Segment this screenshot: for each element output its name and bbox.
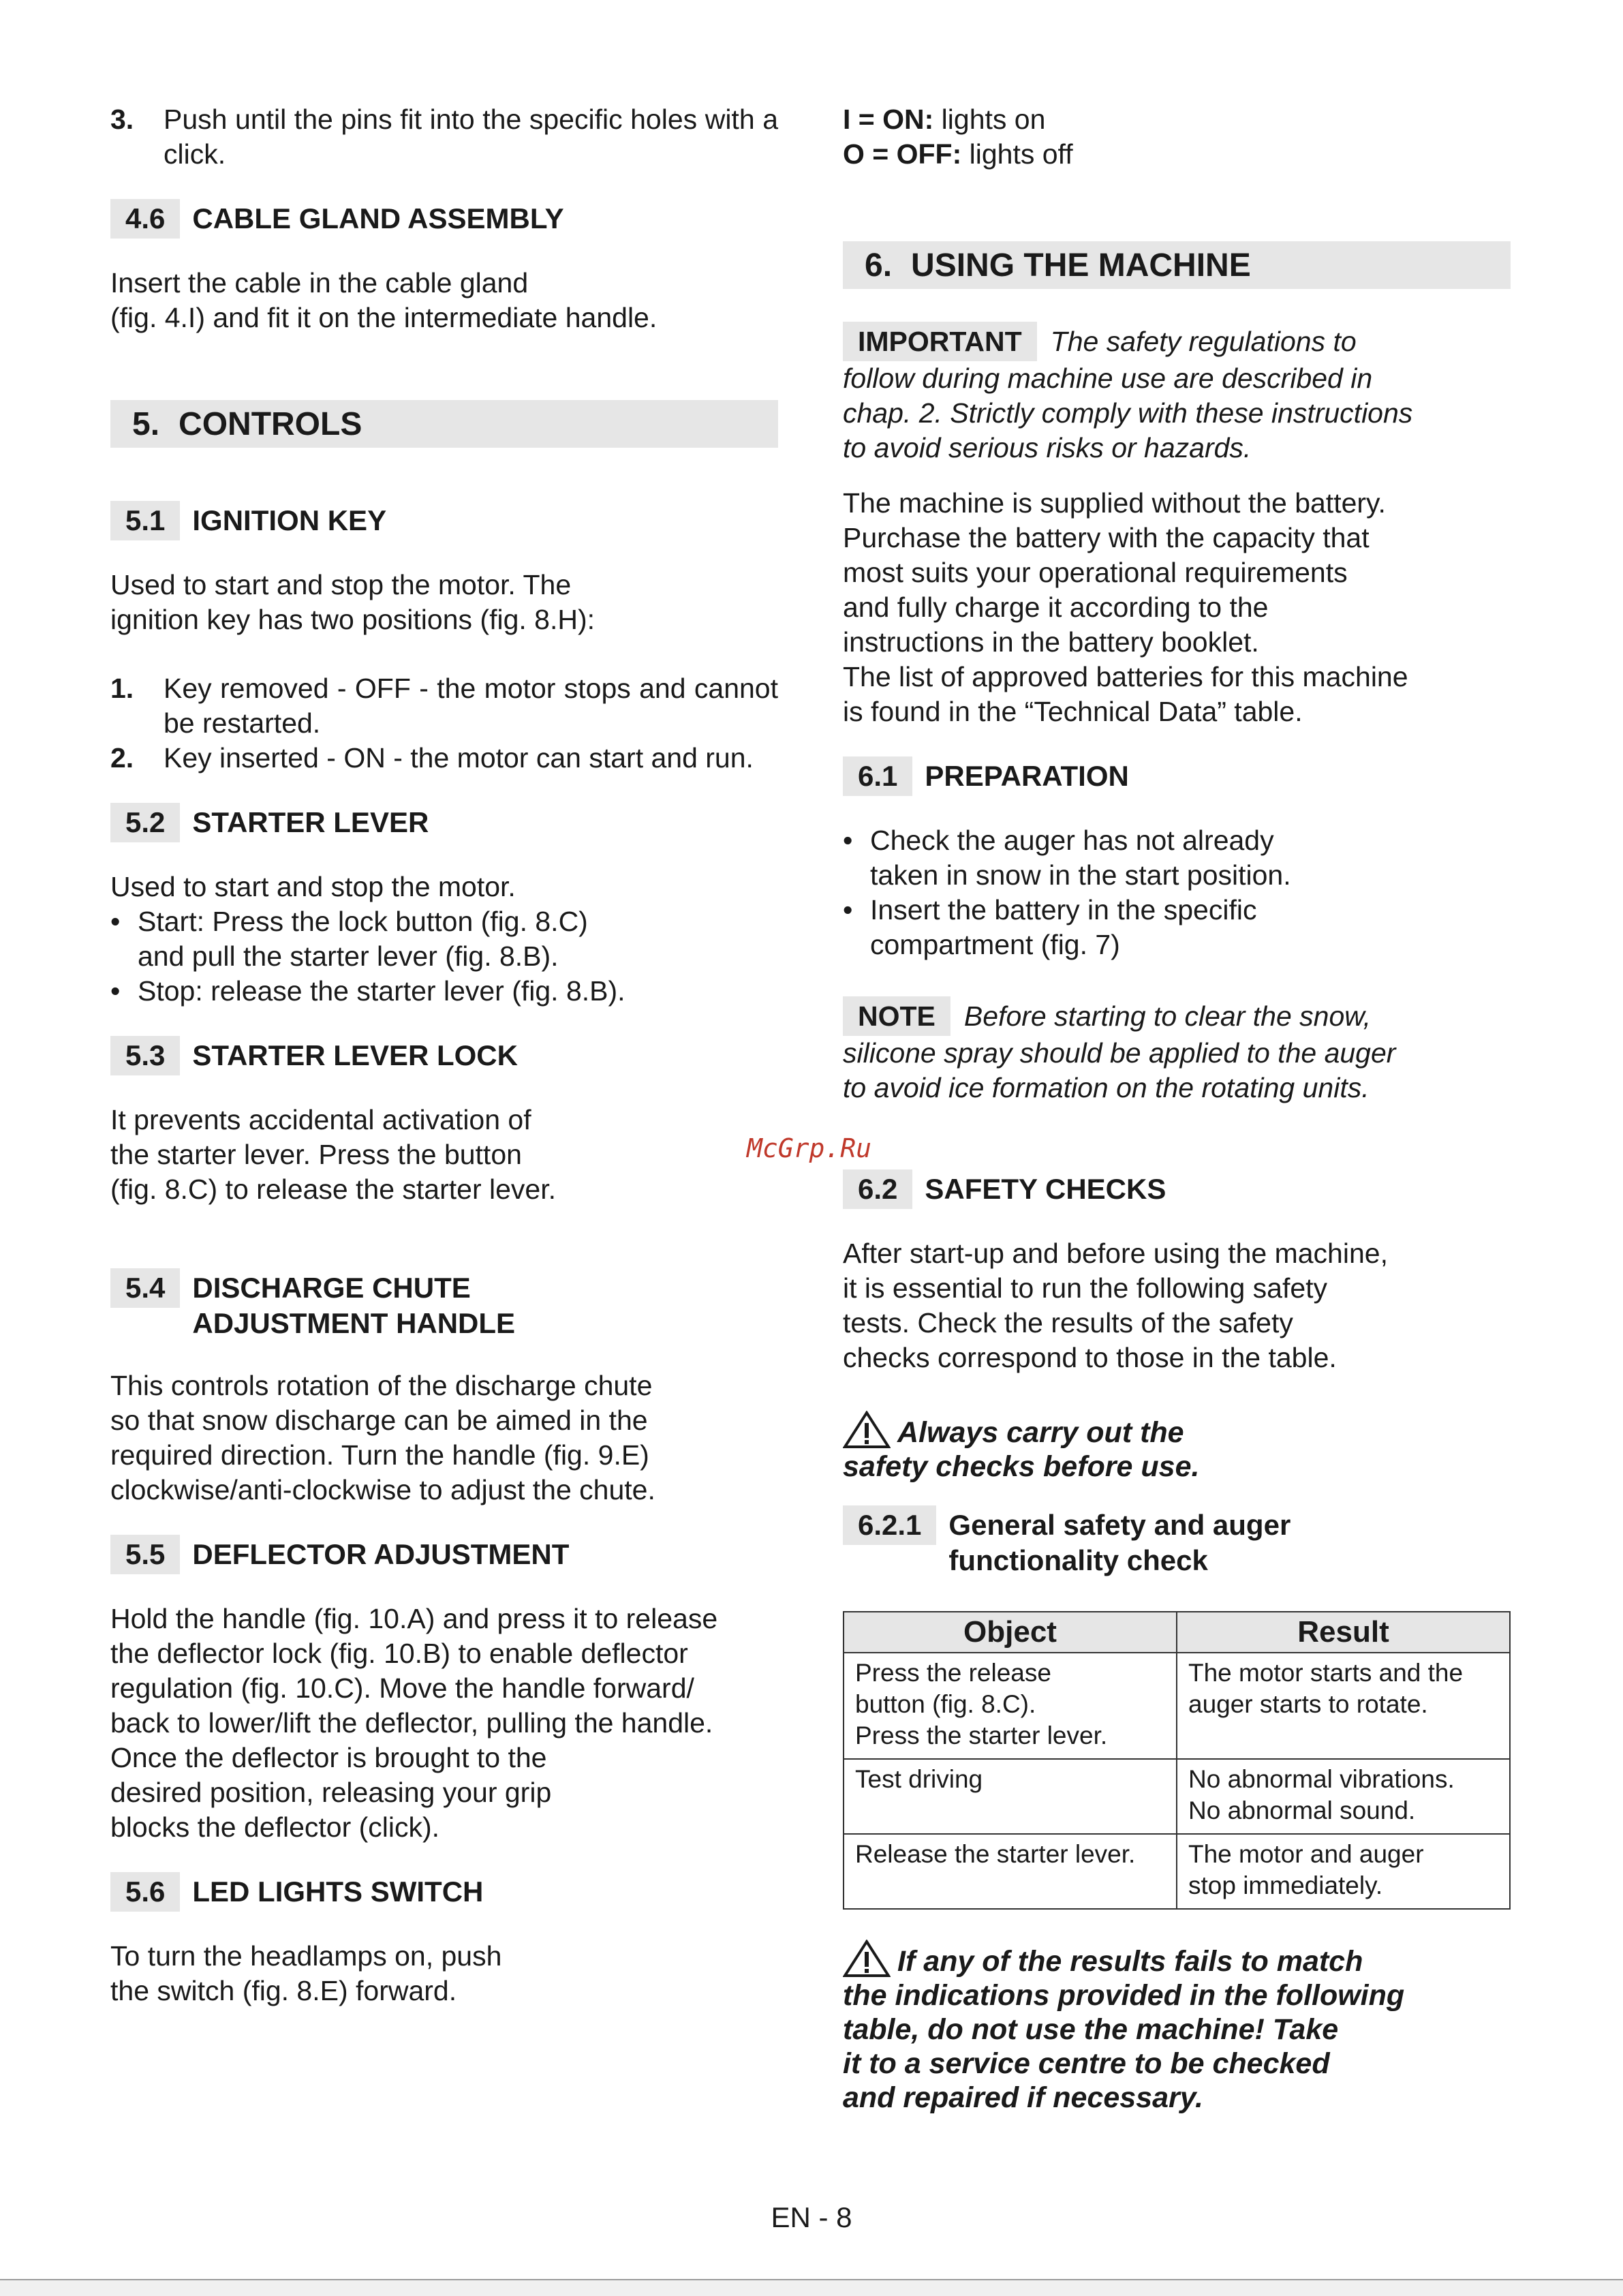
body-line: Purchase the battery with the capacity that [843, 522, 1370, 553]
list-text: Key removed - OFF - the motor stops and cannot be restarted. [164, 673, 778, 739]
cell-line: Release the starter lever. [855, 1840, 1136, 1868]
cell-line: The motor and auger [1188, 1840, 1424, 1868]
table-row [844, 1653, 1510, 1759]
bullet-icon: • [843, 894, 853, 925]
note-notice [843, 996, 1511, 1105]
section-title-line: ADJUSTMENT HANDLE [192, 1307, 516, 1339]
warning-line: and repaired if necessary. [843, 2081, 1203, 2114]
body-line: It prevents accidental activation of [110, 1104, 531, 1135]
section-title: LED LIGHTS SWITCH [192, 1876, 484, 1908]
chapter-number: 6. [865, 247, 893, 284]
section-number: 5.1 [110, 501, 180, 540]
section-5-6-heading [110, 1872, 778, 1912]
body-line: (fig. 8.C) to release the starter lever. [110, 1174, 556, 1205]
warning-line: the indications provided in the following [843, 1979, 1405, 2012]
body-line: and fully charge it according to the [843, 592, 1269, 623]
body-line: Used to start and stop the motor. [110, 871, 516, 902]
body-line: ignition key has two positions (fig. 8.H): [110, 604, 595, 635]
section-4-6-heading [110, 199, 778, 239]
chapter-title: USING THE MACHINE [911, 247, 1251, 284]
section-title: STARTER LEVER [192, 806, 429, 838]
warning-line: If any of the results fails to match [897, 1945, 1363, 1978]
table-header-row [844, 1612, 1510, 1653]
section-title: STARTER LEVER LOCK [192, 1039, 518, 1071]
section-title [192, 1268, 515, 1341]
cell-line: auger starts to rotate. [1188, 1690, 1428, 1718]
chapter-5-heading [110, 400, 778, 448]
body-line: the switch (fig. 8.E) forward. [110, 1975, 457, 2006]
body-line: the deflector lock (fig. 10.B) to enable deflector [110, 1638, 688, 1669]
cell-line: button (fig. 8.C). [855, 1690, 1036, 1718]
bullet-icon: • [110, 975, 121, 1007]
result-cell [1177, 1653, 1510, 1759]
cell-line: Press the starter lever. [855, 1721, 1108, 1749]
bullet-item [843, 823, 1511, 893]
list-text: Key inserted - ON - the motor can start and run. [164, 742, 754, 774]
bullet-icon: • [110, 906, 121, 937]
list-item [110, 741, 778, 776]
important-line: chap. 2. Strictly comply with these instructions [843, 397, 1413, 429]
bullet-icon: • [843, 825, 853, 856]
bullet-text: Insert the battery in the specific compartment (fig. 7) [870, 894, 1257, 960]
note-label: NOTE [843, 996, 950, 1036]
watermark-text: McGrp.Ru [747, 1133, 872, 1163]
object-cell [844, 1759, 1177, 1834]
cell-line: No abnormal vibrations. [1188, 1765, 1455, 1793]
section-number: 6.2 [843, 1169, 912, 1209]
bullet-text: Check the auger has not already taken in snow in the start position. [870, 825, 1291, 891]
section-6-1-heading [843, 756, 1511, 796]
body-line: checks correspond to those in the table. [843, 1342, 1337, 1373]
bullet-item [110, 974, 778, 1009]
cell-line: Press the release [855, 1659, 1051, 1687]
important-line: follow during machine use are described in [843, 363, 1373, 394]
important-notice [843, 322, 1511, 465]
column-header-object: Object [844, 1612, 1177, 1653]
body-line: Once the deflector is brought to the [110, 1742, 547, 1773]
switch-on-text: lights on [933, 104, 1046, 135]
body-line: it is essential to run the following safety [843, 1272, 1328, 1304]
cell-line: The motor starts and the [1188, 1659, 1464, 1687]
right-column [843, 102, 1511, 2115]
section-number: 5.6 [110, 1872, 180, 1912]
body-line: Hold the handle (fig. 10.A) and press it to release [110, 1603, 718, 1634]
body-line: Insert the cable in the cable gland [110, 267, 529, 299]
page-number: EN - 8 [771, 2201, 852, 2233]
object-cell [844, 1653, 1177, 1759]
body-line: back to lower/lift the deflector, pulling the handle. [110, 1707, 713, 1739]
section-number: 5.4 [110, 1268, 180, 1308]
safety-check-table [843, 1611, 1511, 1910]
section-5-5-heading [110, 1535, 778, 1574]
body-line: desired position, releasing your grip [110, 1777, 552, 1808]
body-line: required direction. Turn the handle (fig. 9.E) [110, 1439, 649, 1471]
body-line: the starter lever. Press the button [110, 1139, 522, 1170]
warning-line: safety checks before use. [843, 1450, 1200, 1483]
body-line: is found in the “Technical Data” table. [843, 696, 1303, 727]
chapter-title: CONTROLS [179, 405, 362, 442]
warning-line: Always carry out the [897, 1416, 1184, 1449]
section-number: 5.5 [110, 1535, 180, 1574]
safety-warning-2 [843, 1940, 1511, 2115]
chapter-6-heading [843, 241, 1511, 289]
body-line: blocks the deflector (click). [110, 1811, 440, 1843]
body-line: regulation (fig. 10.C). Move the handle forward/ [110, 1672, 694, 1704]
note-line: to avoid ice formation on the rotating units. [843, 1072, 1370, 1103]
list-number: 1. [110, 673, 134, 704]
warning-icon [843, 1940, 891, 1978]
section-number: 5.3 [110, 1036, 180, 1075]
page-bottom-edge [0, 2279, 1623, 2296]
bullet-item [110, 904, 778, 974]
result-cell [1177, 1834, 1510, 1909]
section-number: 6.2.1 [843, 1505, 936, 1545]
section-number: 6.1 [843, 756, 912, 796]
body-line: To turn the headlamps on, push [110, 1940, 502, 1972]
list-item [110, 671, 778, 741]
warning-icon [843, 1411, 891, 1449]
section-title: CABLE GLAND ASSEMBLY [192, 202, 564, 234]
bullet-text: Stop: release the starter lever (fig. 8.B). [138, 975, 625, 1007]
bullet-text: Start: Press the lock button (fig. 8.C) and pull the starter lever (fig. 8.B). [138, 906, 588, 972]
important-line: to avoid serious risks or hazards. [843, 432, 1252, 463]
body-line: clockwise/anti-clockwise to adjust the chute. [110, 1474, 655, 1505]
section-number: 5.2 [110, 803, 180, 842]
list-number: 2. [110, 742, 134, 774]
important-line: The safety regulations to [1050, 326, 1357, 357]
section-5-1-heading [110, 501, 778, 540]
important-label: IMPORTANT [843, 322, 1037, 361]
section-title-line: General safety and auger [948, 1509, 1291, 1541]
cell-line: No abnormal sound. [1188, 1796, 1416, 1824]
body-line: After start-up and before using the machine, [843, 1238, 1388, 1269]
body-line: so that snow discharge can be aimed in the [110, 1405, 648, 1436]
body-line: (fig. 4.I) and fit it on the intermediate handle. [110, 302, 658, 333]
body-line: instructions in the battery booklet. [843, 626, 1259, 658]
cell-line: Test driving [855, 1765, 983, 1793]
body-line: The list of approved batteries for this machine [843, 661, 1408, 692]
note-line: silicone spray should be applied to the auger [843, 1037, 1396, 1069]
object-cell [844, 1834, 1177, 1909]
body-line: The machine is supplied without the battery. [843, 487, 1386, 519]
section-title [948, 1505, 1290, 1578]
section-title-line: DISCHARGE CHUTE [192, 1272, 471, 1304]
switch-off-text: lights off [961, 138, 1073, 170]
table-row [844, 1834, 1510, 1909]
column-header-result: Result [1177, 1612, 1510, 1653]
safety-warning-1 [843, 1411, 1511, 1484]
switch-off-label: O = OFF: [843, 138, 962, 170]
note-line: Before starting to clear the snow, [963, 1000, 1372, 1032]
switch-on-line [843, 102, 1511, 137]
body-line: most suits your operational requirements [843, 557, 1348, 588]
switch-on-label: I = ON: [843, 104, 934, 135]
section-6-2-1-heading [843, 1505, 1511, 1578]
chapter-number: 5. [132, 405, 160, 442]
table-row [844, 1759, 1510, 1834]
section-5-2-heading [110, 803, 778, 842]
cell-line: stop immediately. [1188, 1871, 1383, 1899]
warning-line: it to a service centre to be checked [843, 2047, 1330, 2080]
bullet-item [843, 893, 1511, 962]
section-title: IGNITION KEY [192, 504, 387, 536]
result-cell [1177, 1759, 1510, 1834]
section-number: 4.6 [110, 199, 180, 239]
step-text: Push until the pins fit into the specific holes with a click. [164, 104, 778, 170]
body-line: Used to start and stop the motor. The [110, 569, 572, 600]
body-line: tests. Check the results of the safety [843, 1307, 1293, 1338]
step-3 [110, 102, 778, 172]
section-5-4-heading [110, 1268, 778, 1341]
section-5-3-heading [110, 1036, 778, 1075]
section-6-2-heading [843, 1169, 1511, 1209]
left-column [110, 102, 778, 2008]
section-title: PREPARATION [925, 760, 1129, 792]
step-number: 3. [110, 104, 134, 135]
switch-off-line [843, 137, 1511, 172]
section-title: DEFLECTOR ADJUSTMENT [192, 1538, 570, 1570]
section-title: SAFETY CHECKS [925, 1173, 1166, 1205]
body-line: This controls rotation of the discharge chute [110, 1370, 653, 1401]
section-title-line: functionality check [948, 1544, 1208, 1576]
warning-line: table, do not use the machine! Take [843, 2013, 1339, 2046]
